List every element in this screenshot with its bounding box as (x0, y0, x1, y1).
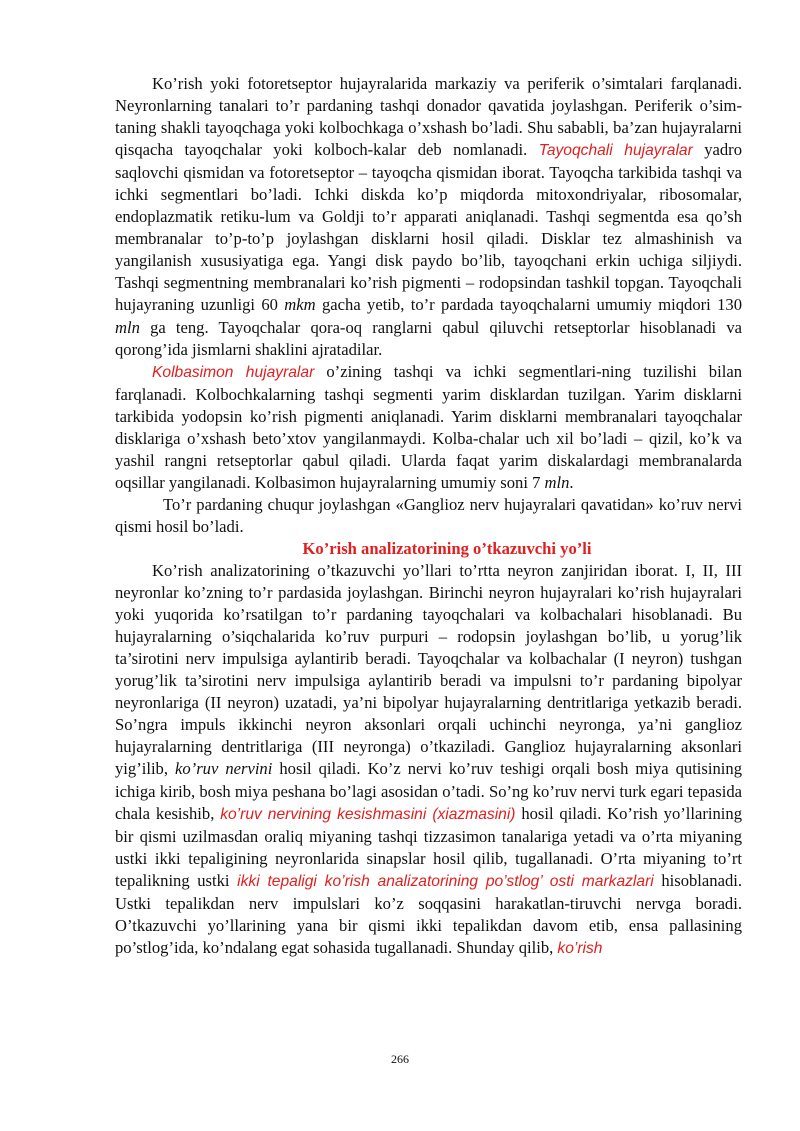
text: ga teng. Tayoqchalar qora-oq ranglarni qabul qiluvchi retseptorlar hisoblanadi va qorong’ida jismlarni shaklini ajratadilar. (115, 317, 742, 359)
paragraph-pathway (115, 560, 742, 960)
text: o’zining tashqi va ichki segmentlari-ning tuzilishi bilan farqlanadi. Kolbochkalarning tashqi segmenti yarim disklardan tuzilgan. Yarim disklarni tarkibida yodopsin ko’rish pigmenti aniqlanadi. Yarim disklarni membranalari tayoqchalar disklariga o’xshash beto’xtov yangilanmaydi. Kolba-chalar uch xil bo’ladi – qizil, ko’k va yashil rangni retseptorlar qabul qiladi. Ularda faqat yarim diskalardagi membranalarda oqsillar yangilanadi. Kolbasimon hujayralarning umumiy soni 7 (115, 361, 742, 492)
unit: mkm (284, 295, 316, 315)
text: hisoblanadi. Ustki tepalikdan nerv impulslari ko’z soqqasini harakatlan-tiruvchi nervga boradi. O’tkazuvchi yo’llarining yana bir qismi ikki tepalikdan davom etib, ensa pallasining po’stlog’ida, ko’ndalang egat sohasida tugallanadi. Shunday qilib, (115, 870, 742, 957)
text: hosil qiladi. Ko’rish yo’llarining bir qismi uzilmasdan oraliq miyaning tashqi tizzasimon tanalariga yetadi va o’rta miyaning ustki ikki tepaligining neyronlarida sinapslar hosil qilib, tugallanadi. O’rta miyaning to’rt tepalikning ustki (115, 803, 743, 890)
page-body (115, 73, 742, 960)
section-heading: Ko’rish analizatorining o’tkazuvchi yo’li (302, 538, 592, 558)
paragraph-cones (115, 361, 742, 494)
term-korish: ko’rish (557, 939, 603, 957)
term-optic-nerve: ko’ruv nervini (175, 759, 273, 779)
term-chiasm: ko’ruv nervining kesishmasini (xiazmasini) (220, 805, 516, 823)
text: hosil qiladi. Ko’z nervi ko’ruv teshigi orqali bosh miya qutisining ichiga kirib, bosh miya peshana bo’lagi asosidan o’tadi. So’ng ko’ruv nervi turk egari tepasida chala kesishib, (115, 759, 742, 823)
text: Ko’rish analizatorining o’tkazuvchi yo’llari to’rtta neyron zanjiridan iborat. I, II, III neyronlar ko’zning to’r pardasida joylashgan. Birinchi neyron hujayralari ko’rish hujayralari yoki yuqorida ko’rsatilgan to’r pardaning tayoqchalari va kolbachalari hisoblanadi. Bu hujayralarning o’siqchalarida ko’ruv purpuri – rodopsin joylashgan bo’lib, u yorug’lik ta’sirotini nerv impulsiga aylantirib beradi. Tayoqchalar va kolbachalar (I neyron) tushgan yorug’lik ta’sirotini nerv impulsiga aylantirib beradi va impulsni to’r pardaning bipolyar neyronlariga (II neyron) uzatadi, ya’ni bipolyar hujayralarning dentritlariga yetkazib beradi. So’ngra impuls ikkinchi neyron aksonlari orqali uchinchi neyronga, ya’ni ganglioz hujayralarning dentritlariga (III neyronga) o’tkaziladi. Ganglioz hujayralarning aksonlari yig’ilib, (115, 561, 742, 779)
page-number: 266 (391, 1052, 409, 1066)
text: gacha yetib, to’r pardada tayoqchalarni umumiy miqdori 130 (315, 295, 742, 315)
term-rod-cells: Tayoqchali hujayralar (538, 142, 693, 160)
text: . (569, 472, 574, 492)
paragraph-rods (115, 73, 742, 361)
term-subcortical-centers: ikki tepaligi ko’rish analizatorining po’stlog’ osti markazlari (237, 872, 654, 890)
unit: mln (115, 317, 140, 337)
unit: mln (544, 472, 570, 492)
text: yadro saqlovchi qismidan va fotoretseptor – tayoqcha qismidan iborat. Tayoqcha tarkibida tashqi va ichki segmentlari bo’ladi. Ichki diskda ko’p miqdorda mitoxondriyalar, ribosomalar, endoplazmatik retiku-lum va Goldji to’r apparati aniqlanadi. Tashqi segmentda esa qo’sh membranalar to’p-to’p joylashgan disklarni hosil qiladi. Disklar tez almashinish va yangilanish xususiyatiga ega. Yangi disk paydo bo’lib, tayoqchani erkin uchiga siljiydi. Tashqi segmentning membranalari ko’rish pigmenti – rodopsindan tashkil topgan. Tayoqchali hujayraning uzunligi 60 (115, 140, 742, 315)
text: Ko’rish yoki fotoretseptor hujayralarida markaziy va periferik o’simtalari farqlanadi. Neyronlarning tanalari to’r pardaning tashqi donador qavatida joylashgan. Periferik o’sim-taning shakli tayoqchaga yoki kolbochkaga o’xshash bo’ladi. Shu sababli, ba’zan hujayralarni qisqacha tayoqchalar yoki kolboch-kalar deb nomlanadi. (115, 74, 742, 160)
term-cone-cells: Kolbasimon hujayralar (152, 363, 315, 381)
paragraph-optic-nerve: To’r pardaning chuqur joylashgan «Ganglioz nerv hujayralari qavatidan» ko’ruv nervi qismi hosil bo’ladi. (115, 494, 742, 536)
